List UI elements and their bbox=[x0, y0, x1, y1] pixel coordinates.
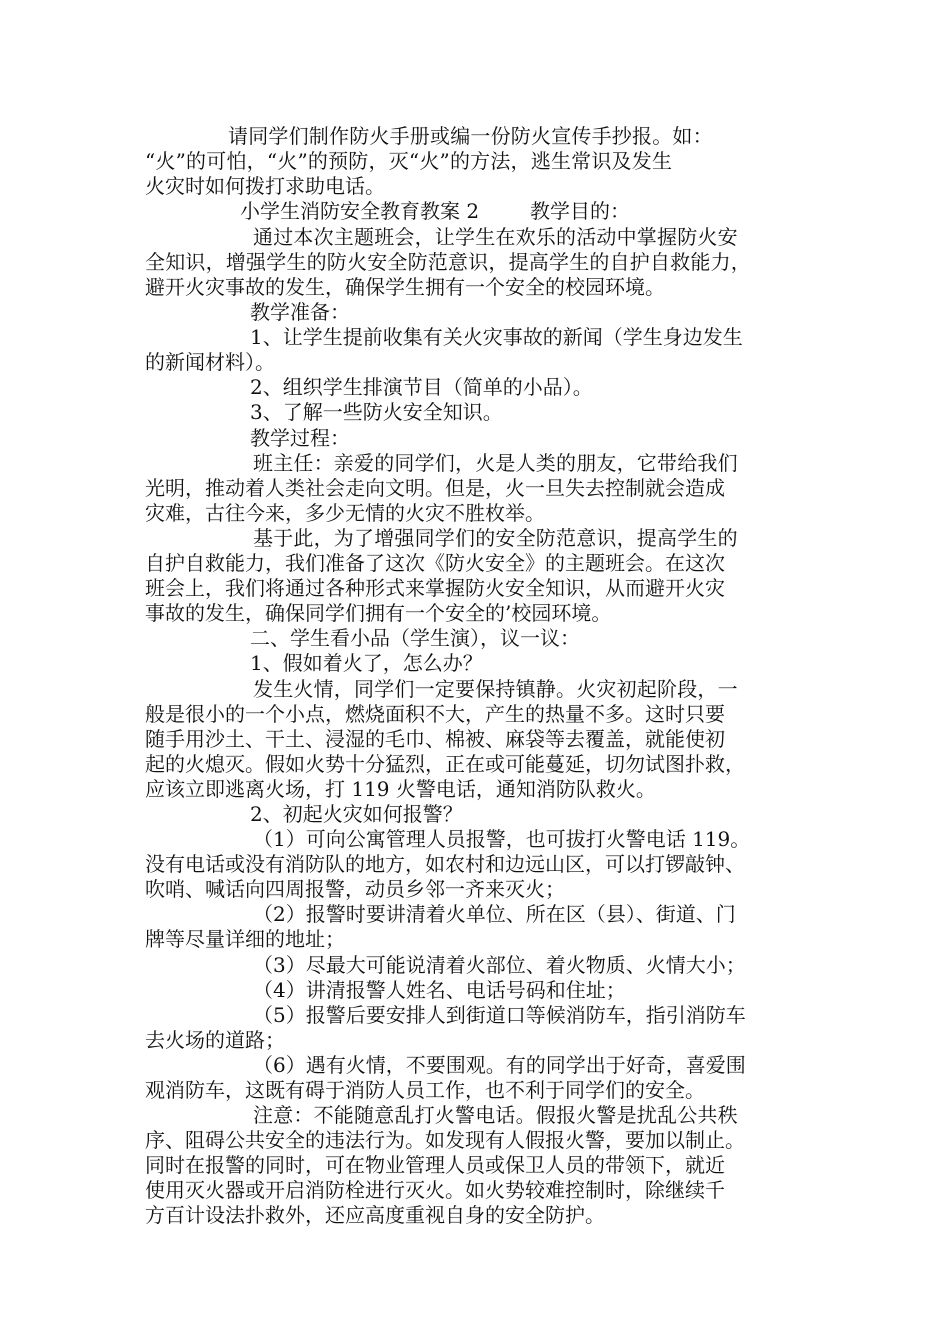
text-line: 班主任：亲爱的同学们，火是人类的朋友，它带给我们 bbox=[253, 451, 738, 475]
text-line: 去火场的道路； bbox=[145, 1028, 285, 1052]
text-line: 光明，推动着人类社会走向文明。但是，火一旦失去控制就会造成 bbox=[145, 476, 725, 500]
text-line: 灾难，古往今来，多少无情的火灾不胜枚举。 bbox=[145, 501, 545, 525]
text-line: “火”的可怕，“火”的预防，灭“火”的方法，逃生常识及发生 bbox=[145, 149, 673, 173]
text-line: 班会上，我们将通过各种形式来掌握防火安全知识，从而避开火灾 bbox=[145, 576, 725, 600]
list-item: （1）可向公寓管理人员报警，也可拔打火警电话 119。 bbox=[253, 827, 751, 851]
list-item: （5）报警后要安排人到街道口等候消防车，指引消防车 bbox=[253, 1003, 746, 1027]
text-line: 火灾时如何拨打求助电话。 bbox=[145, 174, 385, 198]
text-line: 全知识，增强学生的防火安全防范意识，提高学生的自护自救能力， bbox=[145, 250, 751, 274]
text-line: 事故的发生，确保同学们拥有一个安全的’校园环境。 bbox=[145, 601, 612, 625]
list-item: （4）讲清报警人姓名、电话号码和住址； bbox=[253, 978, 626, 1002]
text-line: 同时在报警的同时，可在物业管理人员或保卫人员的带领下，就近 bbox=[145, 1153, 725, 1177]
section-heading: 二、学生看小品（学生演），议一议： bbox=[250, 626, 580, 650]
list-item: （6）遇有火情，不要围观。有的同学出于好奇，喜爱围 bbox=[253, 1053, 746, 1077]
text-line: 1、让学生提前收集有关火灾事故的新闻（学生身边发生 bbox=[250, 325, 743, 349]
subsection-heading: 2、初起火灾如何报警？ bbox=[250, 802, 463, 826]
list-item: （2）报警时要讲清着火单位、所在区（县）、街道、门 bbox=[253, 902, 736, 926]
text-line: 基于此，为了增强同学们的安全防范意识，提高学生的 bbox=[253, 526, 738, 550]
text-line: 牌等尽量详细的地址； bbox=[145, 927, 345, 951]
text-line: 应该立即逃离火场，打 119 火警电话，通知消防队救火。 bbox=[145, 777, 656, 801]
text-line: 使用灭火器或开启消防栓进行灭火。如火势较难控制时，除继续千 bbox=[145, 1178, 725, 1202]
text-line: 避开火灾事故的发生，确保学生拥有一个安全的校园环境。 bbox=[145, 275, 665, 299]
section-heading: 教学准备： bbox=[250, 300, 350, 324]
heading-line: 小学生消防安全教育教案 2 教学目的： bbox=[240, 199, 630, 223]
text-line: 方百计设法扑救外，还应高度重视自身的安全防护。 bbox=[145, 1203, 605, 1227]
subsection-heading: 1、假如着火了，怎么办？ bbox=[250, 651, 483, 675]
text-line: 观消防车，这既有碍于消防人员工作，也不利于同学们的安全。 bbox=[145, 1078, 705, 1102]
section-heading: 教学过程： bbox=[250, 426, 350, 450]
text-line: 请同学们制作防火手册或编一份防火宣传手抄报。如： bbox=[228, 124, 713, 148]
text-line: 起的火熄灭。假如火势十分猛烈，正在或可能蔓延，切勿试图扑救， bbox=[145, 752, 745, 776]
text-line: 自护自救能力，我们准备了这次《防火安全》的主题班会。在这次 bbox=[145, 551, 725, 575]
text-line: 通过本次主题班会，让学生在欢乐的活动中掌握防火安 bbox=[253, 225, 738, 249]
text-line: 的新闻材料）。 bbox=[145, 350, 275, 374]
text-line: 3、了解一些防火安全知识。 bbox=[250, 400, 503, 424]
text-line: 发生火情，同学们一定要保持镇静。火灾初起阶段，一 bbox=[253, 677, 738, 701]
text-line: 2、组织学生排演节目（简单的小品）。 bbox=[250, 375, 593, 399]
text-line: 吹哨、喊话向四周报警，动员乡邻一齐来灭火； bbox=[145, 877, 565, 901]
text-line: 注意：不能随意乱打火警电话。假报火警是扰乱公共秩 bbox=[253, 1103, 738, 1127]
text-line: 随手用沙土、干土、浸湿的毛巾、棉被、麻袋等去覆盖，就能使初 bbox=[145, 727, 725, 751]
text-line: 没有电话或没有消防队的地方，如农村和边远山区，可以打锣敲钟、 bbox=[145, 852, 745, 876]
text-line: 般是很小的一个小点，燃烧面积不大，产生的热量不多。这时只要 bbox=[145, 702, 725, 726]
text-line: 序、阻碍公共安全的违法行为。如发现有人假报火警，要加以制止。 bbox=[145, 1128, 745, 1152]
list-item: （3）尽最大可能说清着火部位、着火物质、火情大小； bbox=[253, 953, 746, 977]
